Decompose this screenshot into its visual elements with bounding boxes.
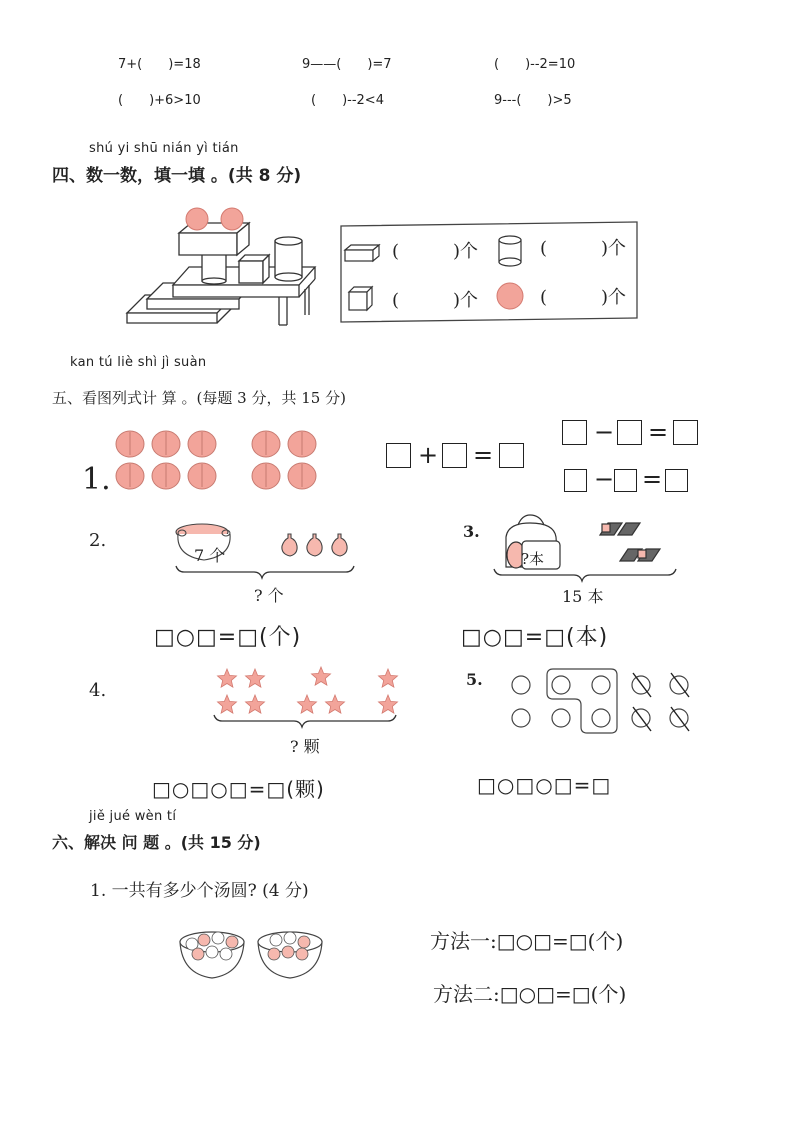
section4-pinyin: shú yi shū nián yì tián — [89, 141, 239, 156]
section6-pinyin: jiě jué wèn tí — [89, 809, 177, 824]
apple-icon — [152, 463, 180, 489]
apple-icon — [152, 431, 180, 457]
q1-equals-1: = — [473, 441, 494, 469]
q2-brace-label: ? 个 — [254, 586, 284, 605]
q1-add-box-2[interactable] — [442, 443, 467, 468]
q3-number: 3. — [463, 522, 480, 541]
apple-icon — [252, 431, 280, 457]
apple-icon — [188, 431, 216, 457]
apple-icon — [288, 431, 316, 457]
q4-stars-illustration — [210, 665, 405, 735]
equation-4: ( )+6>10 — [118, 93, 201, 108]
q5-circles-illustration — [505, 665, 695, 735]
q2-pears-illustration — [160, 520, 365, 580]
q2-number: 2. — [89, 530, 107, 551]
apple-icon — [252, 463, 280, 489]
q4-brace-label: ? 颗 — [290, 737, 320, 756]
q1-minus-2: − — [594, 465, 615, 493]
star-icon — [326, 695, 345, 713]
equation-3: ( )--2=10 — [494, 57, 576, 72]
q1-add-box-3[interactable] — [499, 443, 524, 468]
section6-method2[interactable]: 方法二:□○□=□(个) — [433, 982, 627, 1006]
equation-1: 7+( )=18 — [118, 57, 201, 72]
q1-equals-3: = — [642, 465, 663, 493]
q1-sub2-box-3[interactable] — [665, 469, 688, 492]
section6-title: 六、解决 问 题 。(共 15 分) — [52, 833, 261, 852]
count-cuboid-blank[interactable]: ( )个 — [392, 241, 479, 262]
star-icon — [379, 695, 398, 713]
q1-number: 1. — [82, 462, 111, 497]
q1-equals-2: = — [648, 418, 669, 446]
count-sphere-blank[interactable]: ( )个 — [540, 287, 627, 308]
tangyuan-bowls-illustration — [178, 922, 328, 987]
q5-equation-template[interactable]: □○□○□=□ — [477, 773, 612, 797]
star-icon — [218, 695, 237, 713]
equation-6: 9---( )>5 — [494, 93, 572, 108]
section4-title: 四、数一数，填一填 。(共 8 分) — [52, 166, 302, 186]
count-cube-blank[interactable]: ( )个 — [392, 290, 479, 311]
star-icon — [246, 669, 265, 687]
count-cylinder-blank[interactable]: ( )个 — [540, 238, 627, 259]
equation-5: ( )--2<4 — [311, 93, 384, 108]
q1-minus-1: − — [594, 418, 615, 446]
q1-apples-illustration — [116, 428, 336, 498]
shapes-stack-illustration — [125, 205, 320, 330]
q2-basket-label: 7 个 — [194, 546, 226, 565]
q1-sub1-box-2[interactable] — [617, 420, 642, 445]
star-icon — [218, 669, 237, 687]
q1-plus: + — [418, 441, 439, 469]
q1-sub2-box-1[interactable] — [564, 469, 587, 492]
q1-add-box-1[interactable] — [386, 443, 411, 468]
section5-title: 五、看图列式计 算 。(每题 3 分，共 15 分) — [52, 389, 346, 407]
star-icon — [246, 695, 265, 713]
q3-bag-label: ?本 — [521, 550, 545, 568]
star-icon — [379, 669, 398, 687]
q2-equation-template[interactable]: □○□=□(个) — [154, 625, 302, 650]
equation-2: 9——( )=7 — [302, 57, 392, 72]
apple-icon — [116, 431, 144, 457]
section5-pinyin: kan tú liè shì jì suàn — [70, 355, 207, 370]
q5-number: 5. — [466, 670, 483, 689]
q1-sub1-box-1[interactable] — [562, 420, 587, 445]
apple-icon — [188, 463, 216, 489]
star-icon — [298, 695, 317, 713]
q3-equation-template[interactable]: □○□=□(本) — [461, 625, 609, 650]
q1-sub1-box-3[interactable] — [673, 420, 698, 445]
q4-equation-template[interactable]: □○□○□=□(颗) — [152, 777, 325, 801]
section6-q1-text: 1. 一共有多少个汤圆? (4 分) — [90, 881, 309, 901]
section6-method1[interactable]: 方法一:□○□=□(个) — [430, 929, 624, 953]
q1-sub2-box-2[interactable] — [614, 469, 637, 492]
q3-bag-books-illustration — [490, 515, 685, 583]
q4-number: 4. — [89, 680, 107, 701]
apple-icon — [116, 463, 144, 489]
q3-brace-label: 15 本 — [562, 587, 604, 606]
star-icon — [312, 667, 331, 685]
apple-icon — [288, 463, 316, 489]
